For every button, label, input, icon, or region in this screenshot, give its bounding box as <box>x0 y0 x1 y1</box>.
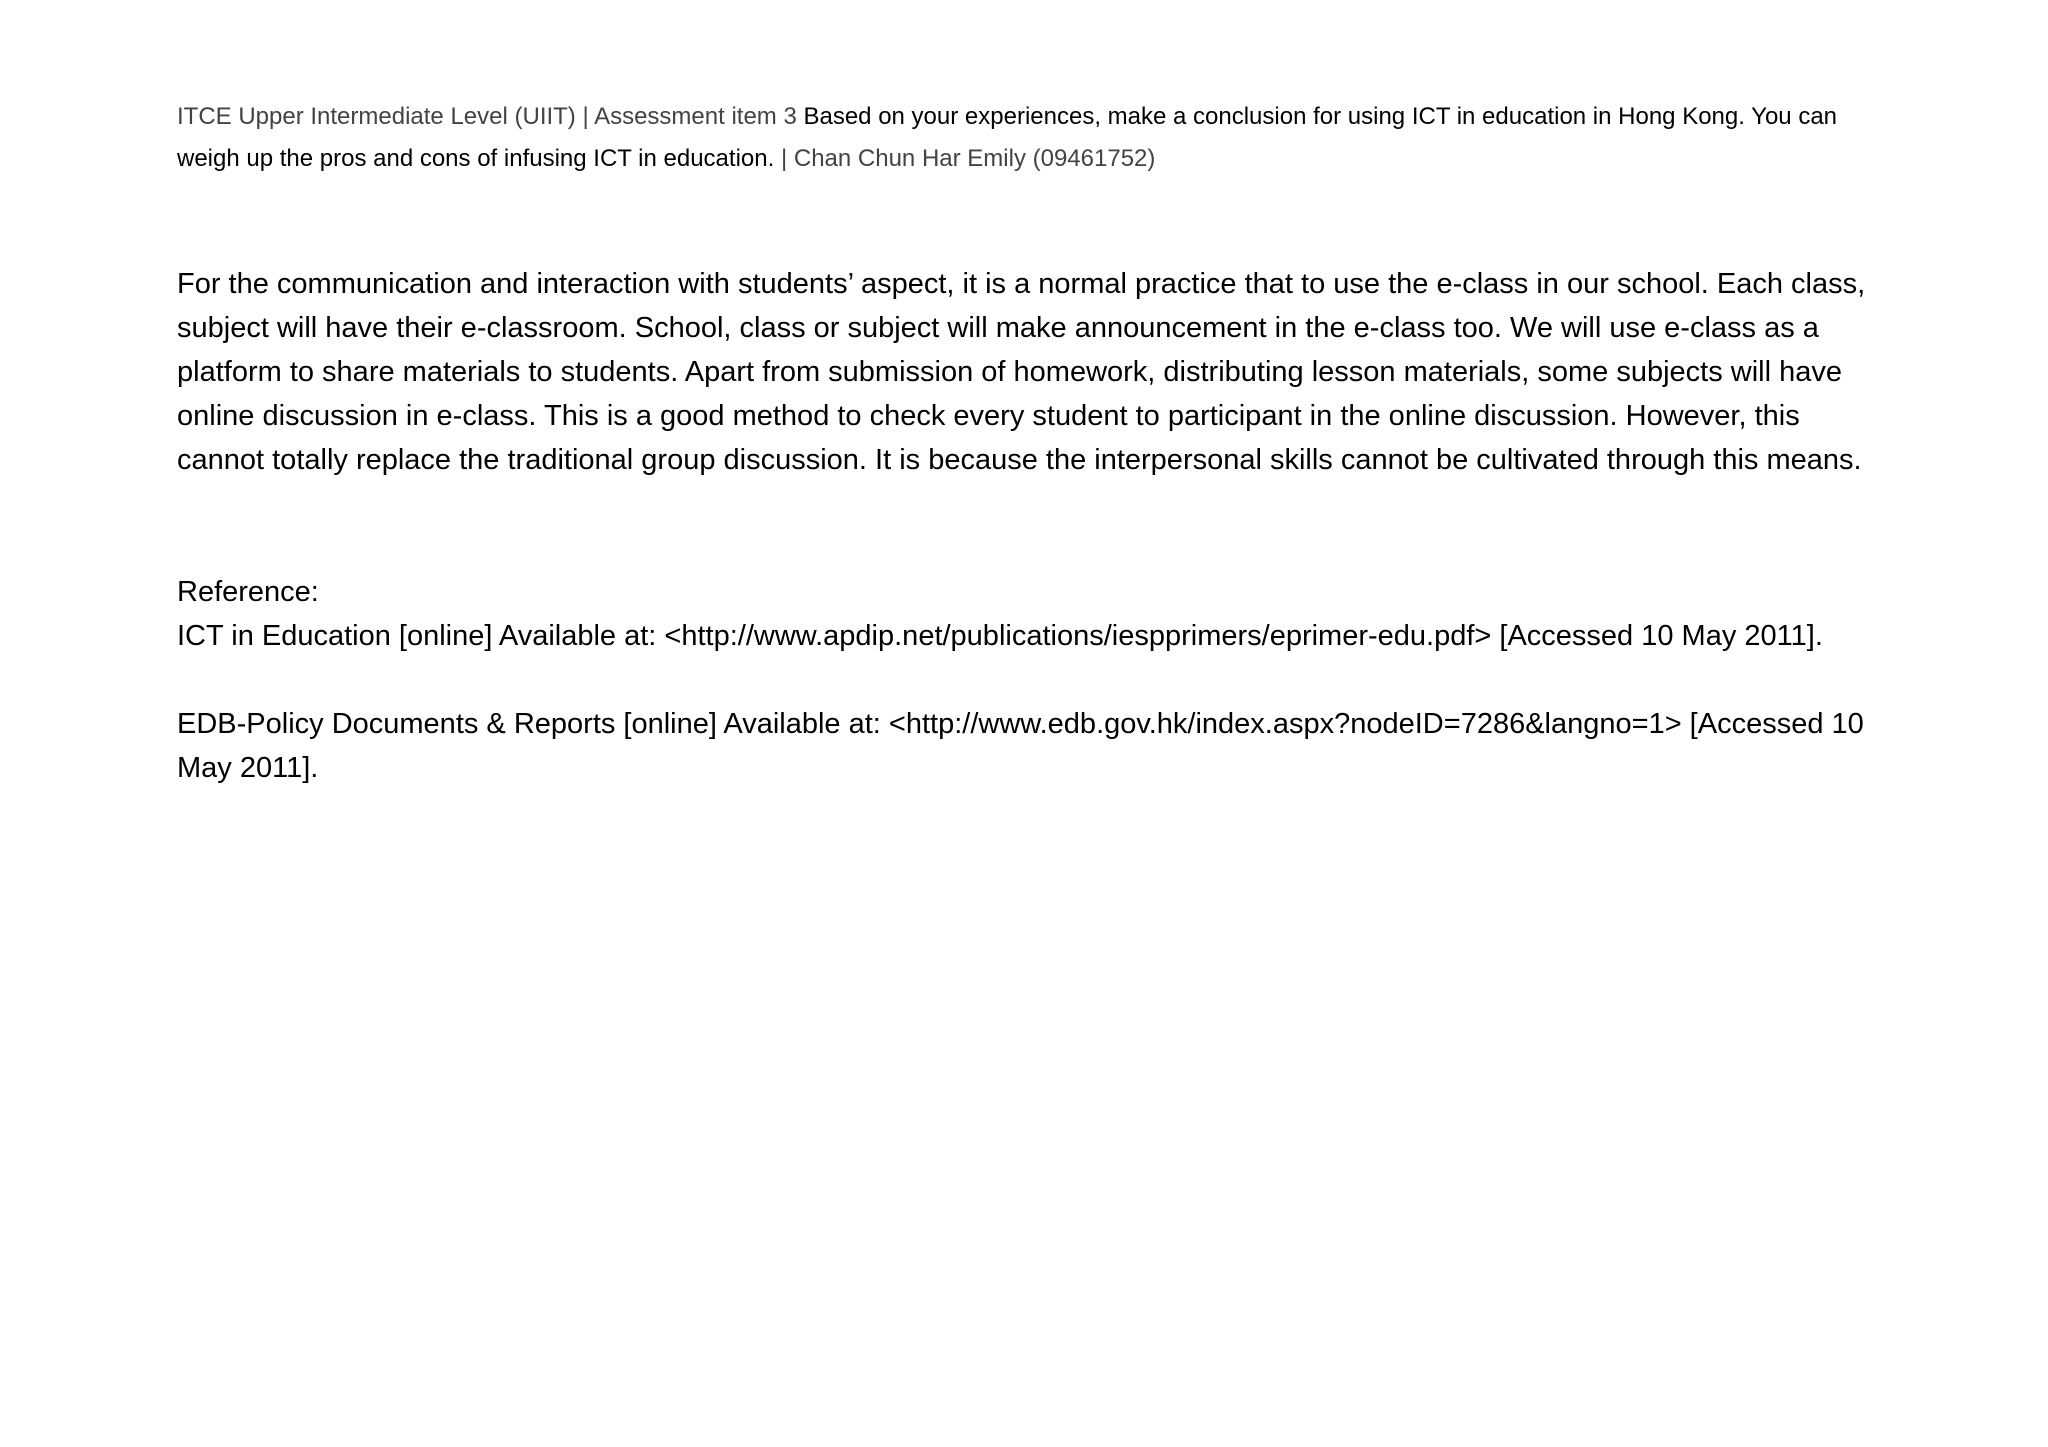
reference-item: ICT in Education [online] Available at: <http://www.apdip.net/publications/iespprimers/eprimer-edu.pdf> [Accessed 10 May 2011]. <box>177 620 1823 652</box>
header-separator: | <box>575 103 595 130</box>
assessment-label: Assessment item 3 <box>594 103 797 130</box>
author-name: Chan Chun Har Emily (09461752) <box>793 145 1156 172</box>
references-heading: Reference: <box>177 576 319 608</box>
document-page <box>177 96 1897 790</box>
header-separator: | <box>774 145 794 172</box>
references-section <box>177 570 1897 790</box>
page-header <box>177 96 1897 180</box>
body-paragraph: For the communication and interaction with students’ aspect, it is a normal practice that to use the e-class in our school. Each class, subject will have their e-classroom. School, class or subject will make announcement in the e-class too. We will use e-class as a platform to share materials to students. Apart from submission of homework, distributing lesson materials, some subjects will have online discussion in e-class. This is a good method to check every student to participant in the online discussion. However, this cannot totally replace the traditional group discussion. It is because the interpersonal skills cannot be cultivated through this means. <box>177 268 1866 476</box>
assessment-question: Based on your experiences, make a conclusion for using ICT in education in Hong Kong. You can weigh up the pros and cons of infusing ICT in education. <box>177 103 1838 172</box>
reference-item: EDB-Policy Documents & Reports [online] Available at: <http://www.edb.gov.hk/index.aspx?nodeID=7286&langno=1> [Accessed 10 May 2011]. <box>177 708 1864 784</box>
course-title: ITCE Upper Intermediate Level (UIIT) <box>177 103 576 130</box>
